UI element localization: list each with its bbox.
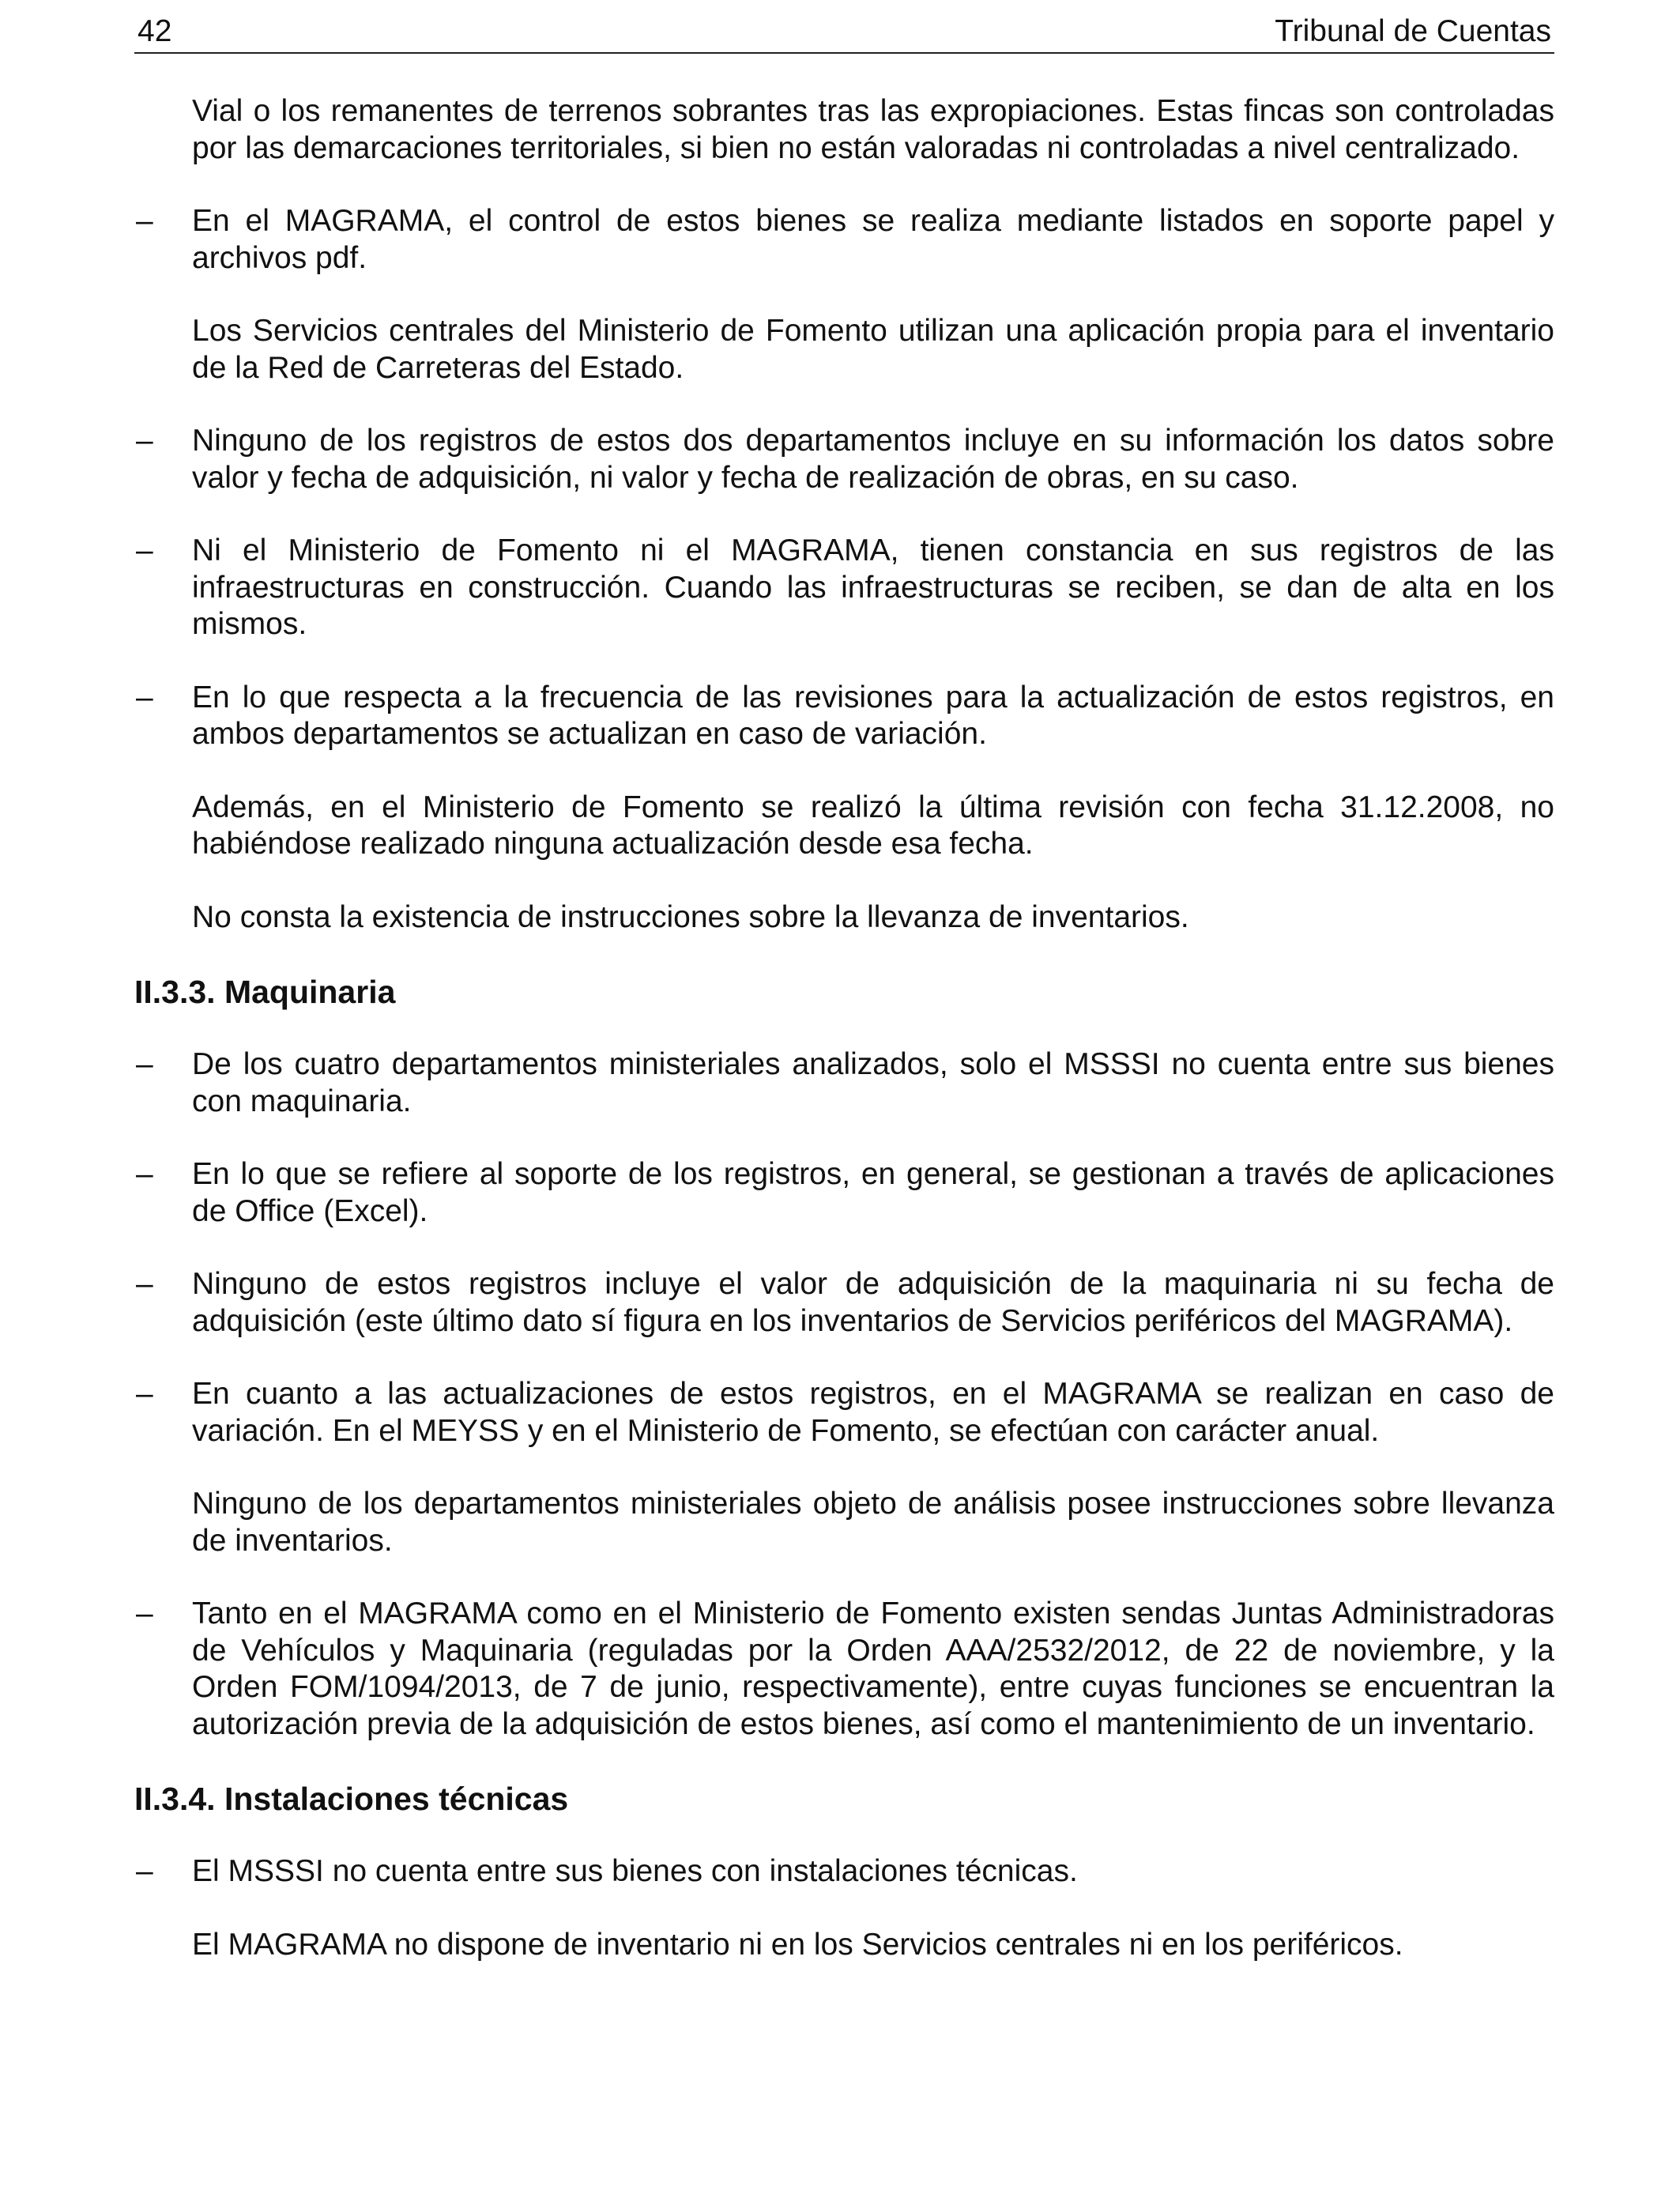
page-header xyxy=(134,11,1554,54)
paragraph-text: El MAGRAMA no dispone de inventario ni en los Servicios centrales ni en los periféricos. xyxy=(192,1927,1403,1962)
list-item xyxy=(134,1376,1554,1449)
list-item-text: El MSSSI no cuenta entre sus bienes con instalaciones técnicas. xyxy=(192,1854,1078,1888)
paragraph xyxy=(134,1486,1554,1559)
paragraph xyxy=(134,899,1554,937)
list-item xyxy=(134,1266,1554,1340)
dash-bullet-icon: – xyxy=(136,1047,153,1081)
paragraph-text: Los Servicios centrales del Ministerio de Fomento utilizan una aplicación propia para el inventario de la Red de Carreteras del Estado. xyxy=(192,314,1554,385)
list-item-text: En el MAGRAMA, el control de estos bienes se realiza mediante listados en soporte papel y archivos pdf. xyxy=(192,204,1554,275)
dash-bullet-icon: – xyxy=(136,1267,153,1301)
list-item-text: De los cuatro departamentos ministeriales analizados, solo el MSSSI no cuenta entre sus bienes con maquinaria. xyxy=(192,1047,1554,1118)
dash-bullet-icon: – xyxy=(136,1596,153,1630)
document-body xyxy=(134,93,1554,2000)
list-item xyxy=(134,680,1554,753)
header-title: Tribunal de Cuentas xyxy=(1275,14,1551,48)
list-item xyxy=(134,1046,1554,1120)
list-item xyxy=(134,533,1554,643)
paragraph-text: Vial o los remanentes de terrenos sobrantes tras las expropiaciones. Estas fincas son controladas por las demarcaciones territoriales, si bien no están valoradas ni controladas a nivel centralizado. xyxy=(192,94,1554,165)
paragraph-text: No consta la existencia de instrucciones sobre la llevanza de inventarios. xyxy=(192,899,1189,934)
list-item xyxy=(134,1156,1554,1230)
list-item-text: Ninguno de los registros de estos dos departamentos incluye en su información los datos sobre valor y fecha de adquisición, ni valor y fecha de realización de obras, en su caso. xyxy=(192,424,1554,495)
list-item xyxy=(134,423,1554,496)
paragraph-text: Además, en el Ministerio de Fomento se realizó la última revisión con fecha 31.12.2008, no habiéndose realizado ninguna actualización desde esa fecha. xyxy=(192,790,1554,861)
list-item-text: Ninguno de estos registros incluye el valor de adquisición de la maquinaria ni su fecha de adquisición (este último dato sí figura en los inventarios de Servicios periféricos del MAGRAMA). xyxy=(192,1267,1554,1338)
dash-bullet-icon: – xyxy=(136,680,153,714)
list-item-text: En lo que respecta a la frecuencia de las revisiones para la actualización de estos registros, en ambos departamentos se actualizan en caso de variación. xyxy=(192,680,1554,751)
list-item xyxy=(134,203,1554,277)
section-heading-maquinaria: II.3.3. Maquinaria xyxy=(134,974,396,1010)
paragraph xyxy=(134,1927,1554,1964)
page-number: 42 xyxy=(137,14,172,48)
list-item-text: Tanto en el MAGRAMA como en el Ministerio de Fomento existen sendas Juntas Administradoras de Vehículos y Maquinaria (reguladas por la Orden AAA/2532/2012, de 22 de noviembre, y la Orden FOM/1094/2013, de 7 de junio, respectivamente), entre cuyas funciones se encuentran la autorización previa de la adquisición de estos bienes, así como el mantenimiento de un inventario. xyxy=(192,1596,1554,1741)
paragraph xyxy=(134,93,1554,167)
dash-bullet-icon: – xyxy=(136,1854,153,1888)
dash-bullet-icon: – xyxy=(136,424,153,458)
paragraph xyxy=(134,313,1554,386)
paragraph-text: Ninguno de los departamentos ministeriales objeto de análisis posee instrucciones sobre llevanza de inventarios. xyxy=(192,1487,1554,1558)
paragraph xyxy=(134,790,1554,863)
list-item-text: En lo que se refiere al soporte de los registros, en general, se gestionan a través de aplicaciones de Office (Excel). xyxy=(192,1157,1554,1228)
section-heading-instalaciones-tecnicas: II.3.4. Instalaciones técnicas xyxy=(134,1781,569,1817)
dash-bullet-icon: – xyxy=(136,1377,153,1411)
list-item-text: Ni el Ministerio de Fomento ni el MAGRAMA, tienen constancia en sus registros de las infraestructuras en construcción. Cuando las infraestructuras se reciben, se dan de alta en los mismos. xyxy=(192,533,1554,641)
list-item-text: En cuanto a las actualizaciones de estos registros, en el MAGRAMA se realizan en caso de variación. En el MEYSS y en el Ministerio de Fomento, se efectúan con carácter anual. xyxy=(192,1377,1554,1448)
dash-bullet-icon: – xyxy=(136,1157,153,1191)
dash-bullet-icon: – xyxy=(136,204,153,238)
list-item xyxy=(134,1853,1554,1891)
dash-bullet-icon: – xyxy=(136,533,153,567)
list-item xyxy=(134,1596,1554,1743)
